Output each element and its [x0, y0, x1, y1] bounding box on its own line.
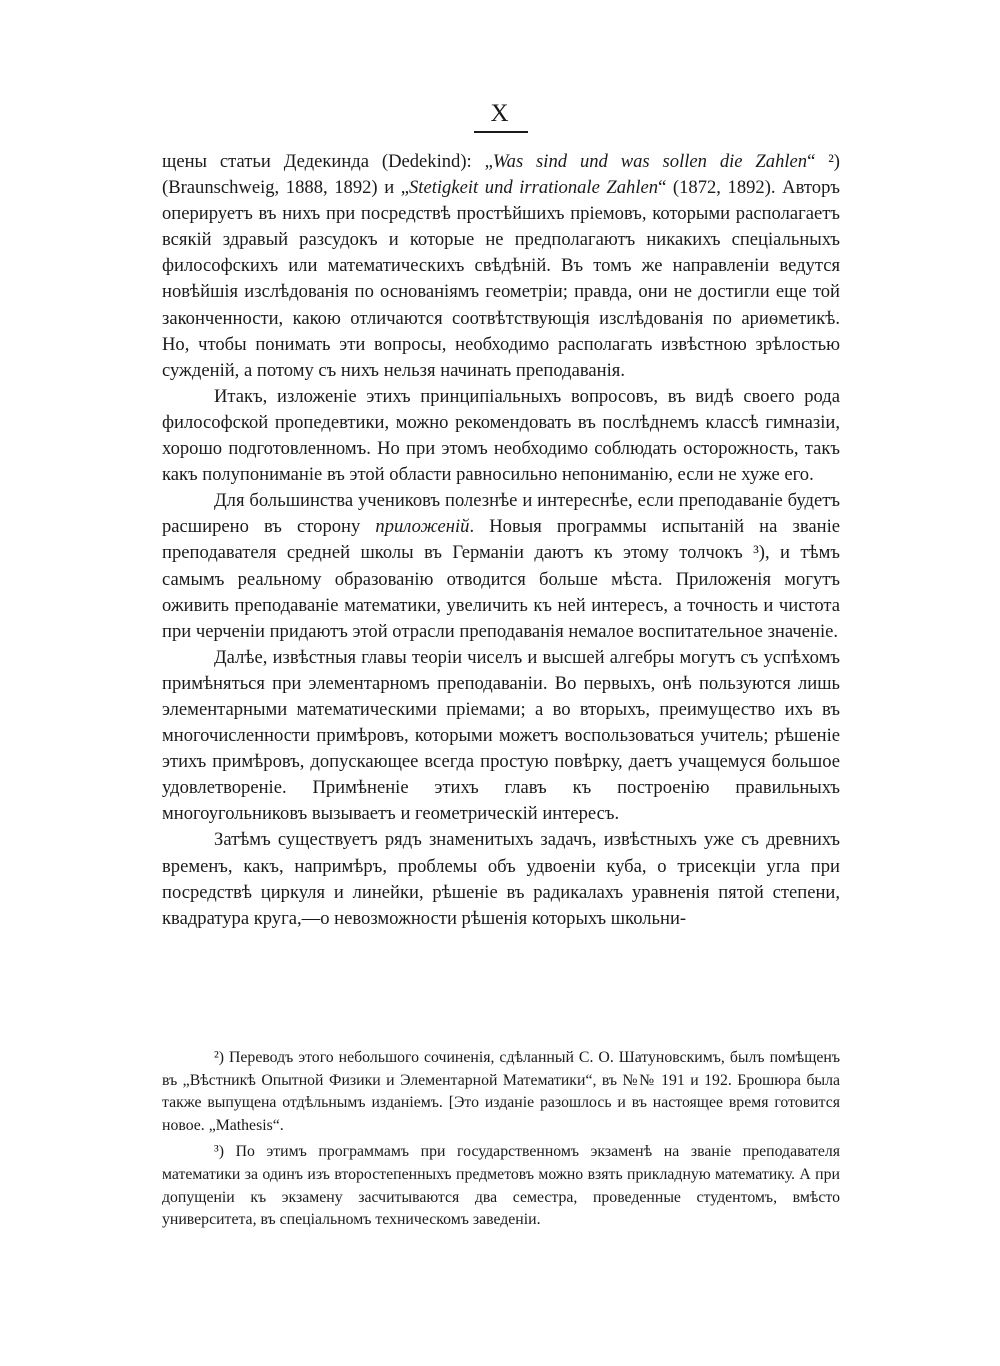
paragraph-1: щены статьи Дедекинда (Dedekind): „Was sind und was sollen die Zahlen“ ²) (Braunschweig, 1888, 1892) и „Stetigkeit und irrationale Zahlen“ (1872, 1892). Авторъ оперируетъ въ нихъ при посредствѣ простѣйшихъ пріемовъ, которыми располагаетъ всякій здравый разсудокъ и которые не предполагаютъ никакихъ спеціальныхъ философскихъ или математическихъ свѣдѣній. Въ томъ же направленіи ведутся новѣйшія изслѣдованія по основаніямъ геометріи; правда, они не достигли еще той законченности, какою отличаются соотвѣтствующія изслѣдованія по ариѳметикѣ. Но, чтобы понимать эти вопросы, необходимо располагать извѣстною зрѣлостью сужденій, а потому съ нихъ нельзя начинать преподаванія. [162, 151, 840, 381]
paragraph-3: Для большинства учениковъ полезнѣе и интереснѣе, если преподаваніе будетъ расширено въ сторону приложеній. Новыя программы испытаній на званіе преподавателя средней школы въ Германіи даютъ къ этому толчокъ ³), и тѣмъ самымъ реальному образованію отводится больше мѣста. Приложенія могутъ оживить преподаваніе математики, увеличить къ ней интересъ, а точность и чистота при черченіи придаютъ этой отрасли преподаванія немалое воспитательное значеніе. [162, 490, 840, 642]
page-number-underline [474, 131, 528, 133]
page-number: X [490, 100, 510, 127]
emphasis-applications: приложеній [375, 516, 470, 538]
paragraph-5: Затѣмъ существуетъ рядъ знаменитыхъ задачъ, извѣстныхъ уже съ древнихъ временъ, какъ, напримѣръ, проблемы объ удвоеніи куба, о трисекціи угла при посредствѣ циркуля и линейки, рѣшеніе въ радикалахъ уравненія пятой степени, квадратура круга,—о невозможности рѣшенія которыхъ школьни- [162, 829, 840, 929]
title-was-sind: Was sind und was sollen die Zahlen [492, 151, 808, 172]
footnotes [162, 1047, 840, 1236]
footnote-2: ²) Переводъ этого небольшого сочиненія, сдѣланный С. О. Шатуновскимъ, былъ помѣщенъ въ „Вѣстникѣ Опытной Физики и Элементарной Математики“, въ №№ 191 и 192. Брошюра была также выпущена отдѣльнымъ изданіемъ. [Это изданіе разошлось и въ настоящее время готовится новое. „Mathesis“. [162, 1049, 840, 1134]
main-text [162, 149, 840, 932]
footnote-3: ³) По этимъ программамъ при государственномъ экзаменѣ на званіе преподавателя математики за одинъ изъ второстепенныхъ предметовъ можно взять прикладную математику. А при допущеніи къ экзамену засчитываются два семестра, проведенные студентомъ, вмѣсто университета, въ спеціальномъ техническомъ заведеніи. [162, 1143, 840, 1229]
paragraph-2: Итакъ, изложеніе этихъ принципіальныхъ вопросовъ, въ видѣ своего рода философской пропедевтики, можно рекомендовать въ послѣднемъ классѣ гимназіи, хорошо подготовленномъ. Но при этомъ необходимо соблюдать осторожность, такъ какъ полупониманіе въ этой области равносильно непониманію, если не хуже его. [162, 385, 840, 486]
title-stetigkeit: Stetigkeit und irrationale Zahlen [409, 177, 659, 199]
paragraph-4: Далѣе, извѣстныя главы теоріи чиселъ и высшей алгебры могутъ съ успѣхомъ примѣняться при элементарномъ преподаваніи. Во первыхъ, онѣ пользуются лишь элементарными математическими пріемами; а во вторыхъ, преимущество ихъ въ многочисленности примѣровъ, которыми можетъ воспользоваться учитель; рѣшеніе этихъ примѣровъ, допускающее всегда простую повѣрку, даетъ учащемуся большое удовлетвореніе. Примѣненіе этихъ главъ къ построенію правильныхъ многоугольниковъ вызываетъ и геометрическій интересъ. [162, 646, 840, 825]
